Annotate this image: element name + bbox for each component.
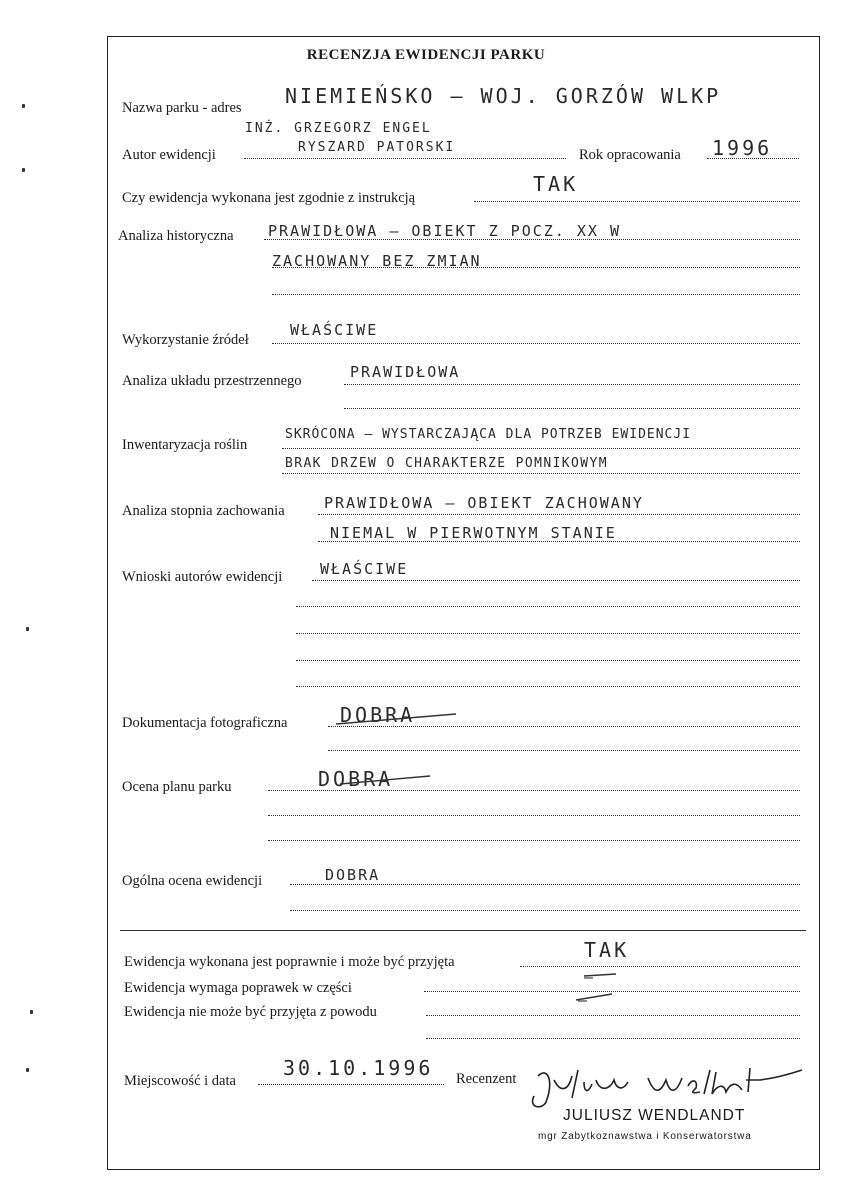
- accepted-label: Ewidencja wykonana jest poprawnie i może być przyjęta: [124, 954, 455, 970]
- author-dotted-line: [244, 158, 566, 159]
- rejected-value: —: [578, 991, 590, 1009]
- rejected-dotted-line-1: [426, 1015, 800, 1016]
- conclusions-dotted-line-5: [296, 686, 800, 687]
- sources-dotted-line: [272, 343, 800, 344]
- conclusions-dotted-line-2: [296, 606, 800, 607]
- date-value: 30.10.1996: [283, 1056, 434, 1080]
- plants-value-line1: SKRÓCONA – WYSTARCZAJĄCA DLA POTRZEB EWIDENCJI: [285, 427, 692, 442]
- rejected-label: Ewidencja nie może być przyjęta z powodu: [124, 1004, 377, 1020]
- historical-dotted-line-3: [272, 294, 800, 295]
- photo-doc-label: Dokumentacja fotograficzna: [122, 715, 288, 731]
- scan-speck: [26, 1068, 29, 1072]
- photo-doc-dotted-line-2: [328, 750, 800, 751]
- preservation-value-line2: NIEMAL W PIERWOTNYM STANIE: [330, 524, 617, 542]
- year-value: 1996: [712, 136, 773, 160]
- park-name-label: Nazwa parku - adres: [122, 100, 242, 116]
- layout-analysis-label: Analiza układu przestrzennego: [122, 373, 302, 389]
- rejected-dotted-line-2: [426, 1038, 800, 1039]
- overall-label: Ogólna ocena ewidencji: [122, 873, 263, 889]
- sources-label: Wykorzystanie źródeł: [122, 332, 249, 348]
- conclusions-label: Wnioski autorów ewidencji: [122, 569, 283, 585]
- overall-dotted-line-2: [290, 910, 800, 911]
- conclusions-value: WŁAŚCIWE: [320, 560, 409, 578]
- layout-value: PRAWIDŁOWA: [350, 363, 461, 381]
- plan-dotted-line-2: [268, 815, 800, 816]
- author-label: Autor ewidencji: [122, 147, 216, 163]
- layout-dotted-line-1: [344, 384, 800, 385]
- park-name-value: NIEMIEŃSKO – WOJ. GORZÓW WLKP: [285, 84, 722, 108]
- accepted-dotted-line: [520, 966, 800, 967]
- plan-dotted-line-3: [268, 840, 800, 841]
- photo-doc-value: DOBRA: [340, 703, 416, 727]
- preservation-label: Analiza stopnia zachowania: [122, 503, 285, 519]
- overall-value: DOBRA: [325, 866, 381, 884]
- accepted-value: TAK: [584, 938, 630, 962]
- author-value-line1: INŻ. GRZEGORZ ENGEL: [245, 121, 432, 136]
- plants-dotted-line-1: [282, 448, 800, 449]
- layout-dotted-line-2: [344, 408, 800, 409]
- plan-label: Ocena planu parku: [122, 779, 232, 795]
- scan-speck: [22, 104, 25, 108]
- overall-dotted-line-1: [290, 884, 800, 885]
- sources-value: WŁAŚCIWE: [290, 321, 379, 339]
- reviewer-label: Recenzent: [456, 1071, 517, 1087]
- section-divider: [120, 930, 806, 931]
- conclusions-dotted-line-1: [312, 580, 800, 581]
- place-date-label: Miejscowość i data: [124, 1073, 236, 1089]
- plants-value-line2: BRAK DRZEW O CHARAKTERZE POMNIKOWYM: [285, 456, 608, 471]
- plants-label: Inwentaryzacja roślin: [122, 437, 248, 453]
- plants-dotted-line-2: [282, 473, 800, 474]
- conclusions-dotted-line-3: [296, 633, 800, 634]
- date-dotted-line: [258, 1084, 444, 1085]
- instruction-dotted-line: [474, 201, 800, 202]
- preservation-value-line1: PRAWIDŁOWA – OBIEKT ZACHOWANY: [324, 494, 644, 512]
- scan-speck: [26, 627, 29, 631]
- conclusions-dotted-line-4: [296, 660, 800, 661]
- dash-marks: [560, 972, 620, 1012]
- plan-value: DOBRA: [318, 767, 394, 791]
- instruction-label: Czy ewidencja wykonana jest zgodnie z instrukcją: [122, 190, 416, 206]
- scan-speck: [30, 1010, 33, 1014]
- form-title: RECENZJA EWIDENCJI PARKU: [306, 47, 546, 63]
- author-value-line2: RYSZARD PATORSKI: [298, 140, 456, 155]
- historical-value-line2: ZACHOWANY BEZ ZMIAN: [272, 252, 482, 270]
- historical-analysis-label: Analiza historyczna: [118, 228, 234, 244]
- year-label: Rok opracowania: [579, 147, 681, 163]
- signature-scribble: [520, 1062, 810, 1112]
- scan-speck: [22, 168, 25, 172]
- strike-mark-plan: [310, 766, 450, 796]
- corrections-value: —: [584, 968, 596, 986]
- historical-value-line1: PRAWIDŁOWA – OBIEKT Z POCZ. XX W: [268, 222, 621, 240]
- signature-title: mgr Zabytkoznawstwa i Konserwatorstwa: [538, 1131, 752, 1142]
- strike-mark-photo: [296, 704, 466, 734]
- corrections-label: Ewidencja wymaga poprawek w części: [124, 980, 352, 996]
- instruction-value: TAK: [533, 172, 579, 196]
- preservation-dotted-line-1: [318, 514, 800, 515]
- signature-name: JULIUSZ WENDLANDT: [563, 1107, 746, 1124]
